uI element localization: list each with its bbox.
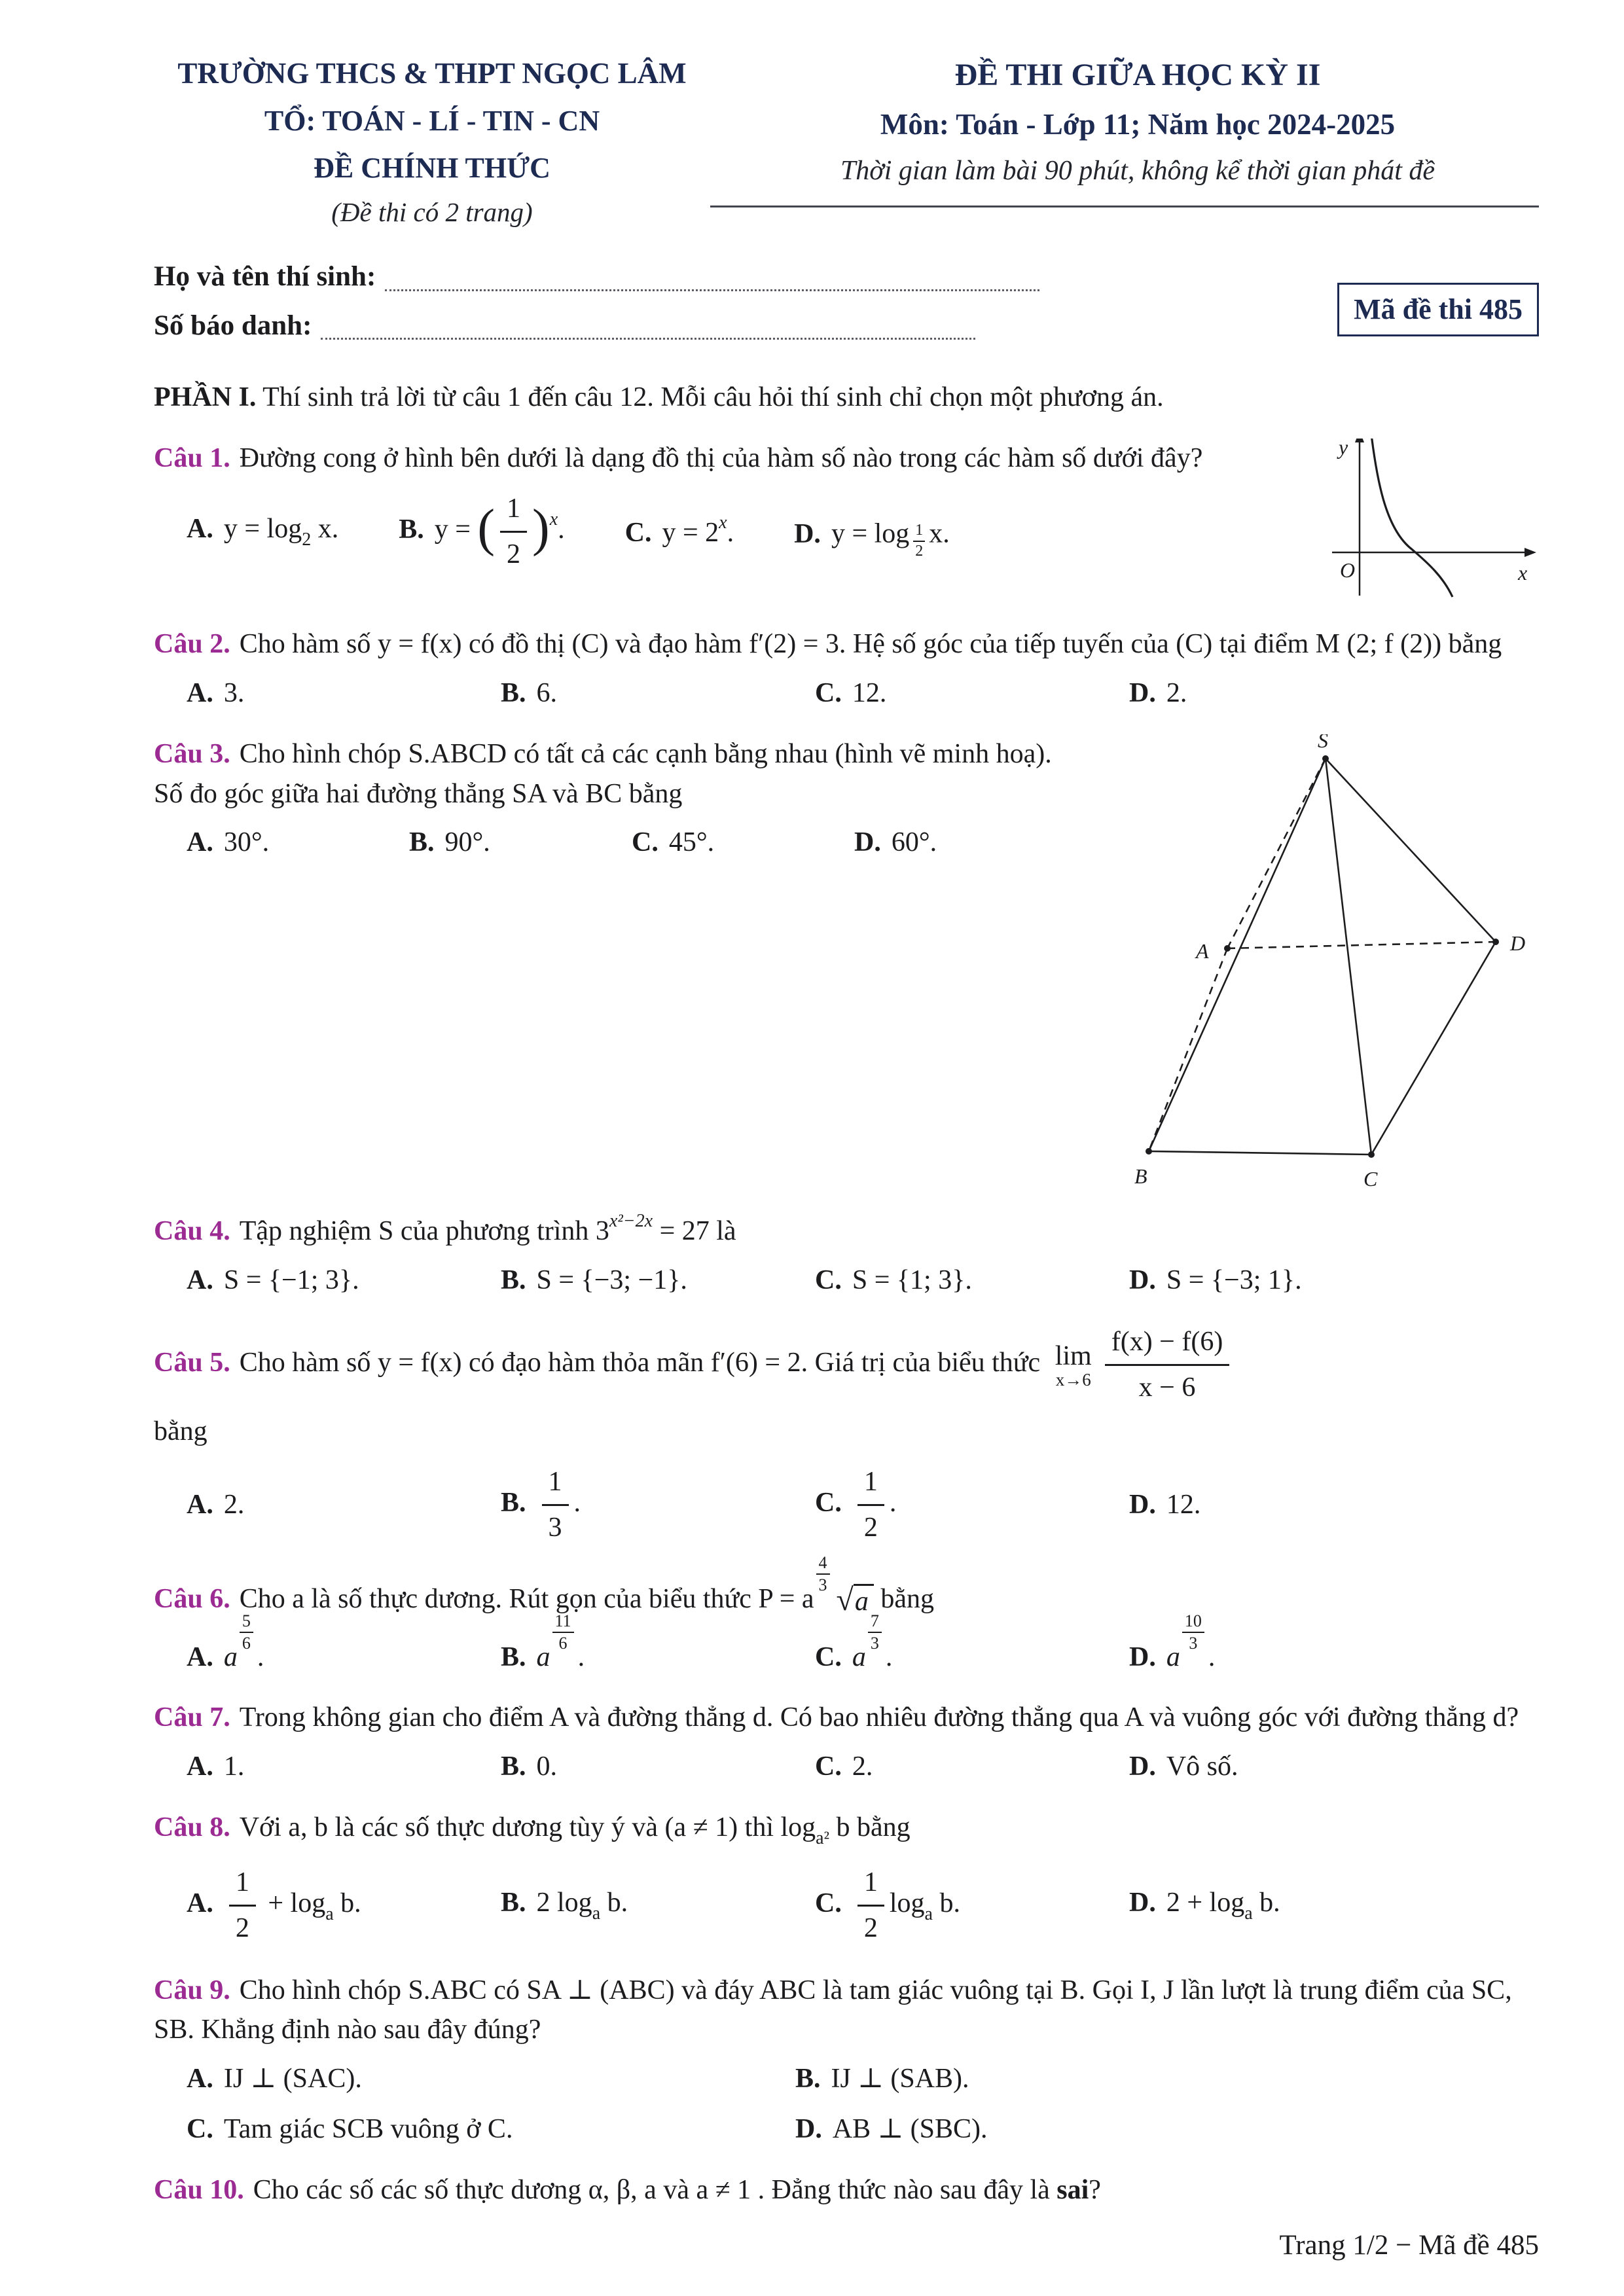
graph-y-label: y xyxy=(1339,438,1348,459)
question-2-answers xyxy=(154,673,1539,713)
question-6 xyxy=(154,1552,1539,1677)
answer-8-a: A. $\frac{1}{2}$ + $\log_a b$. xyxy=(187,1861,501,1950)
graph-x-label: x xyxy=(1518,560,1528,584)
answer-7-b: B. 0. xyxy=(501,1751,558,1782)
question-10-head xyxy=(154,2170,1539,2210)
question-10-bold-word: sai xyxy=(1056,2175,1089,2206)
question-1-text: Đường cong ở hình bên dưới là dạng đồ thị của hàm số nào trong các hàm số dưới đây? xyxy=(239,442,1203,473)
answer-4-b: B. S = {−3; −1}. xyxy=(501,1265,687,1295)
question-2-label: Câu 2. xyxy=(154,628,230,659)
pyramid-svg xyxy=(1110,734,1535,1187)
answer-letter: B. xyxy=(399,514,424,545)
question-8-label: Câu 8. xyxy=(154,1812,230,1843)
question-4-text-post: = 27 là xyxy=(653,1215,736,1246)
question-6-text-post: bằng xyxy=(873,1583,935,1614)
question-8-text-post: b bằng xyxy=(829,1812,911,1843)
question-10 xyxy=(154,2170,1539,2210)
vertex-b-label: B xyxy=(1134,1164,1147,1187)
exponent-fraction: $\frac{10}{3}$ xyxy=(1182,1611,1204,1653)
question-10-label: Câu 10. xyxy=(154,2175,244,2206)
student-name-row xyxy=(154,257,1539,297)
exponent-fraction: $\frac{11}{6}$ xyxy=(552,1611,574,1653)
question-6-head xyxy=(154,1552,1539,1619)
answer-1-d: D. y = log $\frac{1}{2}$ x. xyxy=(794,518,950,560)
vertex-s-label: S xyxy=(1318,734,1328,752)
graph-svg xyxy=(1323,439,1539,603)
official-exam-label: ĐỀ CHÍNH THỨC xyxy=(314,152,550,185)
answer-8-c: C. $\frac{1}{2}$ $\log_a b$. xyxy=(815,1861,1129,1950)
answer-9-a: A. IJ ⊥ (SAC). xyxy=(187,2064,362,2094)
question-4-label: Câu 4. xyxy=(154,1215,230,1246)
question-8-text-pre: Với a, b là các số thực dương tùy ý và (a ≠ 1) thì log xyxy=(239,1812,816,1843)
answer-9-b: B. IJ ⊥ (SAB). xyxy=(795,2064,969,2094)
answer-1-a: A. $y = \log_2 x$. xyxy=(187,514,339,550)
question-6-text-pre: Cho a là số thực dương. Rút gọn của biểu thức P = a xyxy=(239,1583,814,1614)
question-4 xyxy=(154,1208,1539,1300)
answer-7-a: A. 1. xyxy=(187,1751,245,1782)
question-7-label: Câu 7. xyxy=(154,1702,230,1733)
question-10-text-pre: Cho các số các số thực dương α, β, a và a ≠ 1 . Đẳng thức nào sau đây là xyxy=(253,2175,1057,2206)
question-4-head xyxy=(154,1208,1539,1251)
department-name: TỔ: TOÁN - LÍ - TIN - CN xyxy=(264,105,600,137)
answer-6-c: C. a $\frac{7}{3}$ . xyxy=(815,1611,893,1672)
vertex-a-label: A xyxy=(1196,939,1209,963)
answer-2-a: A. 3. xyxy=(187,677,245,708)
q3-pyramid-figure xyxy=(1110,734,1535,1187)
answer-2-b: B. 6. xyxy=(501,677,558,708)
question-7-head xyxy=(154,1698,1539,1738)
answer-6-b: B. a $\frac{11}{6}$ . xyxy=(501,1611,585,1672)
student-id-fill-line xyxy=(321,338,975,340)
left-paren: ( xyxy=(477,499,496,558)
answer-2-c: C. 12. xyxy=(815,677,887,708)
answer-3-d: D. 60°. xyxy=(854,827,937,858)
answer-9-c: C. Tam giác SCB vuông ở C. xyxy=(187,2114,513,2145)
question-5-answers xyxy=(154,1461,1539,1549)
fraction: $\frac{1}{2}$ xyxy=(500,489,527,575)
exponent-fraction: $\frac{4}{3}$ xyxy=(816,1553,830,1595)
answer-3-b: B. 90°. xyxy=(409,827,490,858)
header-right-block xyxy=(710,52,1539,207)
question-5 xyxy=(154,1321,1539,1549)
question-8-head xyxy=(154,1808,1539,1852)
answer-2-d: D. 2. xyxy=(1129,677,1187,708)
part1-instruction: Thí sinh trả lời từ câu 1 đến câu 12. Mỗi câu hỏi thí sinh chỉ chọn một phương án. xyxy=(262,382,1164,412)
vertex-d-label: D xyxy=(1510,931,1526,955)
part1-heading xyxy=(154,378,1539,418)
log-base: 2 xyxy=(302,529,312,550)
answer-4-c: C. S = {1; 3}. xyxy=(815,1265,972,1295)
exponent: x xyxy=(549,509,558,529)
answer-4-d: D. S = {−3; 1}. xyxy=(1129,1265,1302,1295)
answer-8-d: D. $2 + \log_a b$. xyxy=(1129,1888,1280,1924)
question-9-answers xyxy=(154,2059,1539,2149)
question-1-label: Câu 1. xyxy=(154,442,230,473)
log-base: a xyxy=(325,1903,334,1924)
student-name-fill-line xyxy=(385,289,1039,291)
exponent: x xyxy=(719,512,727,533)
question-10-text-post: ? xyxy=(1089,2175,1101,2206)
question-9 xyxy=(154,1971,1539,2150)
question-4-text-pre: Tập nghiệm S của phương trình 3 xyxy=(239,1215,609,1246)
exam-code-box: Mã đề thi 485 xyxy=(1337,283,1539,336)
square-root: √ a xyxy=(837,1584,874,1617)
fraction: $\frac{1}{3}$ xyxy=(542,1462,569,1548)
question-8-answers xyxy=(154,1861,1539,1950)
question-7-answers xyxy=(154,1747,1539,1787)
answer-1-b: B. y = ( $\frac{1}{2}$ )$^x$. xyxy=(399,488,564,576)
student-id-label: Số báo danh: xyxy=(154,310,312,341)
question-9-head xyxy=(154,1971,1539,2051)
question-3 xyxy=(154,734,1539,1187)
question-1-answers xyxy=(154,488,1303,576)
answer-5-b: B. $\frac{1}{3}$ . xyxy=(501,1461,815,1549)
answer-letter: D. xyxy=(794,518,821,549)
question-5-text-pre: Cho hàm số y = f(x) có đạo hàm thỏa mãn f′(6) = 2. Giá trị của biểu thức xyxy=(239,1348,1047,1378)
question-3-text: Cho hình chóp S.ABCD có tất cả các cạnh bằng nhau (hình vẽ minh hoạ). Số đo góc giữa hai đường thẳng SA và BC bằng xyxy=(154,738,1052,809)
difference-quotient-fraction: $\frac{f(x) - f(6)}{x - 6}$ xyxy=(1105,1322,1230,1408)
question-5-text-post: bằng xyxy=(154,1416,208,1447)
answer-letter: C. xyxy=(624,518,652,548)
school-name: TRƯỜNG THCS & THPT NGỌC LÂM xyxy=(177,57,687,90)
question-3-label: Câu 3. xyxy=(154,738,230,769)
question-3-answers xyxy=(154,823,1083,863)
question-1 xyxy=(154,439,1539,603)
pages-note: (Đề thi có 2 trang) xyxy=(331,196,533,227)
log-base: a xyxy=(592,1903,601,1924)
question-2-text: Cho hàm số y = f(x) có đồ thị (C) và đạo hàm f′(2) = 3. Hệ số góc của tiếp tuyến của (C) tại điểm M (2; f (2)) bằng xyxy=(239,628,1502,659)
exponent: x²−2x xyxy=(609,1210,653,1231)
right-paren: ) xyxy=(532,499,550,558)
answer-5-d: D. 12. xyxy=(1129,1490,1201,1520)
exam-title: ĐỀ THI GIỮA HỌC KỲ II xyxy=(954,58,1321,92)
answer-7-c: C. 2. xyxy=(815,1751,873,1782)
answer-3-c: C. 45°. xyxy=(632,827,715,858)
answer-5-c: C. $\frac{1}{2}$ . xyxy=(815,1461,1129,1549)
question-9-label: Câu 9. xyxy=(154,1975,230,2005)
question-9-text: Cho hình chóp S.ABC có SA ⊥ (ABC) và đáy ABC là tam giác vuông tại B. Gọi I, J lần lượt là trung điểm của SC, SB. Khẳng định nào sau đây đúng? xyxy=(154,1975,1512,2045)
log-base-fraction: $\frac{1}{2}$ xyxy=(913,522,925,560)
answer-6-a: A. a $\frac{5}{6}$ . xyxy=(187,1611,264,1672)
exponent-fraction: $\frac{7}{3}$ xyxy=(868,1611,882,1653)
question-5-head xyxy=(154,1321,1539,1409)
subject-line: Môn: Toán - Lớp 11; Năm học 2024-2025 xyxy=(880,107,1396,141)
question-7 xyxy=(154,1698,1539,1787)
page-header xyxy=(154,52,1539,232)
student-id-row xyxy=(154,306,1539,346)
answer-3-a: A. 30°. xyxy=(187,827,270,858)
question-7-text: Trong không gian cho điểm A và đường thẳng d. Có bao nhiêu đường thẳng qua A và vuông góc với đường thẳng d? xyxy=(239,1702,1519,1733)
y-axis-arrow xyxy=(1355,439,1364,442)
vertex-c-label: C xyxy=(1363,1166,1378,1187)
part1-label: PHẦN I. xyxy=(154,382,257,412)
log-base: a xyxy=(924,1903,933,1924)
fraction: $\frac{1}{2}$ xyxy=(857,1863,884,1948)
question-6-answers xyxy=(154,1611,1539,1677)
graph-origin-label: O xyxy=(1340,558,1356,582)
log-base: a² xyxy=(816,1828,829,1849)
answer-8-b: B. 2 $\log_a b$. xyxy=(501,1888,628,1924)
answer-6-d: D. a $\frac{10}{3}$ . xyxy=(1129,1611,1216,1672)
exponent-fraction: $\frac{5}{6}$ xyxy=(240,1611,253,1653)
log-base: a xyxy=(1244,1903,1253,1924)
limit-operator: lim x→6 xyxy=(1055,1340,1092,1390)
duration-line: Thời gian làm bài 90 phút, không kể thời gian phát đề xyxy=(840,155,1435,186)
question-5-label: Câu 5. xyxy=(154,1348,230,1378)
student-info-section xyxy=(154,257,1539,346)
student-name-label: Họ và tên thí sinh: xyxy=(154,261,376,293)
answer-letter: A. xyxy=(187,514,213,545)
fraction: $\frac{1}{2}$ xyxy=(229,1863,256,1948)
answer-7-d: D. Vô số. xyxy=(1129,1751,1238,1782)
question-2 xyxy=(154,624,1539,713)
header-left-block xyxy=(154,52,710,232)
q1-function-graph xyxy=(1323,439,1539,603)
question-4-answers xyxy=(154,1261,1539,1300)
answer-5-a: A. 2. xyxy=(187,1490,245,1520)
x-axis-arrow xyxy=(1525,548,1536,557)
answer-1-c: C. $y = 2^x$. xyxy=(624,512,734,548)
question-2-head xyxy=(154,624,1539,664)
answer-4-a: A. S = {−1; 3}. xyxy=(187,1265,359,1295)
answer-9-d: D. AB ⊥ (SBC). xyxy=(795,2114,988,2145)
page-footer: Trang 1/2 − Mã đề 485 xyxy=(1279,2229,1539,2261)
fraction: $\frac{1}{2}$ xyxy=(857,1462,884,1548)
question-8 xyxy=(154,1808,1539,1949)
question-6-label: Câu 6. xyxy=(154,1583,230,1614)
